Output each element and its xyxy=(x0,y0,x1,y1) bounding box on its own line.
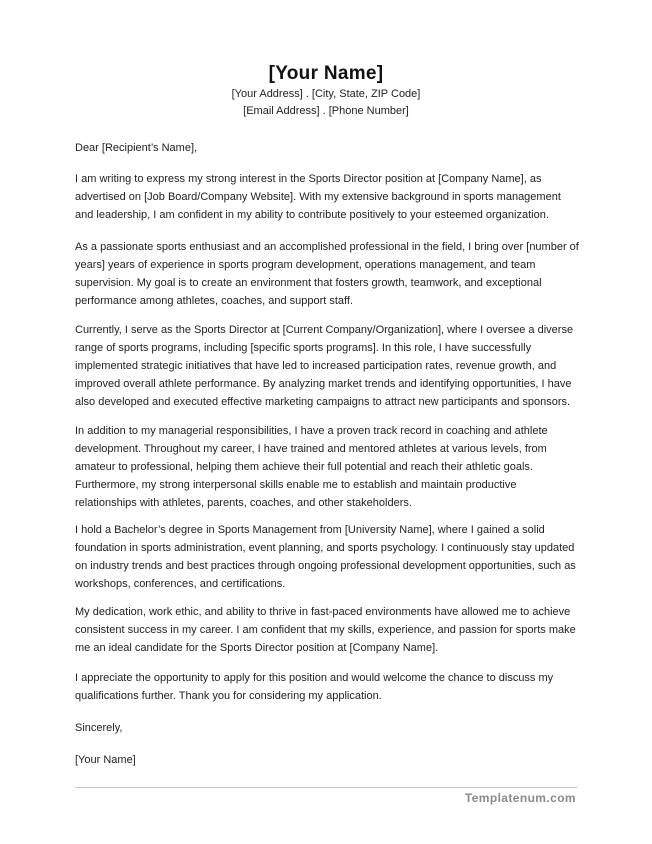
signature-name: [Your Name] xyxy=(75,754,136,766)
letter-header xyxy=(0,62,652,120)
salutation-text: Dear [Recipient’s Name], xyxy=(75,142,198,154)
sender-contact-line: [Email Address] . [Phone Number] xyxy=(243,105,409,117)
paragraph-text: I am writing to express my strong interest in the Sports Director position at [Company Name], as advertised on [Job Board/Company Website]. With my extensive background in sports management and leadership, I am confident in my ability to contribute positively to your esteemed organization. xyxy=(75,173,561,221)
paragraph-closing-remarks xyxy=(75,669,580,705)
salutation xyxy=(75,139,580,157)
footer-brand: Templatenum.com xyxy=(464,791,576,805)
paragraph-education xyxy=(75,521,580,593)
paragraph-dedication xyxy=(75,603,580,657)
paragraph-text: As a passionate sports enthusiast and an accomplished professional in the field, I bring over [number of years] years of experience in sports program development, operations management, and team supervision. My goal is to create an environment that fosters growth, teamwork, and exceptional performance among athletes, coaches, and support staff. xyxy=(75,241,579,307)
closing-text: Sincerely, xyxy=(75,722,123,734)
paragraph-text: I hold a Bachelor’s degree in Sports Management from [University Name], where I gained a solid foundation in sports administration, event planning, and sports psychology. I continuously stay updated on industry trends and best practices through ongoing professional development opportunities, such as workshops, conferences, and certifications. xyxy=(75,524,576,590)
sender-address-line: [Your Address] . [City, State, ZIP Code] xyxy=(231,88,421,100)
closing xyxy=(75,719,580,737)
paragraph-text: My dedication, work ethic, and ability to thrive in fast-paced environments have allowed me to achieve consistent success in my career. I am confident that my skills, experience, and passion for sports make me an ideal candidate for the Sports Director position at [Company Name]. xyxy=(75,606,576,654)
sender-name: [Your Name] xyxy=(268,63,384,84)
paragraph-intro xyxy=(75,170,580,224)
paragraph-text: In addition to my managerial responsibilities, I have a proven track record in coaching and athlete development. Throughout my career, I have trained and mentored athletes at various levels, from amateur to professional, helping them achieve their full potential and reach their athletic goals. Furthermore, my strong interpersonal skills enable me to establish and maintain productive relationships with athletes, parents, coaches, and other stakeholders. xyxy=(75,425,548,509)
paragraph-experience xyxy=(75,238,580,310)
footer-divider xyxy=(75,787,577,788)
signature xyxy=(75,751,580,769)
paragraph-text: I appreciate the opportunity to apply for this position and would welcome the chance to discuss my qualifications further. Thank you for considering my application. xyxy=(75,672,554,702)
paragraph-coaching xyxy=(75,422,580,512)
paragraph-text: Currently, I serve as the Sports Director at [Current Company/Organization], where I oversee a diverse range of sports programs, including [specific sports programs]. In this role, I have successfully implemented strategic initiatives that have led to increased participation rates, revenue growth, and improved overall athlete performance. By analyzing market trends and identifying opportunities, I have also developed and executed effective marketing campaigns to attract new participants and sponsors. xyxy=(75,324,574,408)
paragraph-current-role xyxy=(75,321,580,411)
